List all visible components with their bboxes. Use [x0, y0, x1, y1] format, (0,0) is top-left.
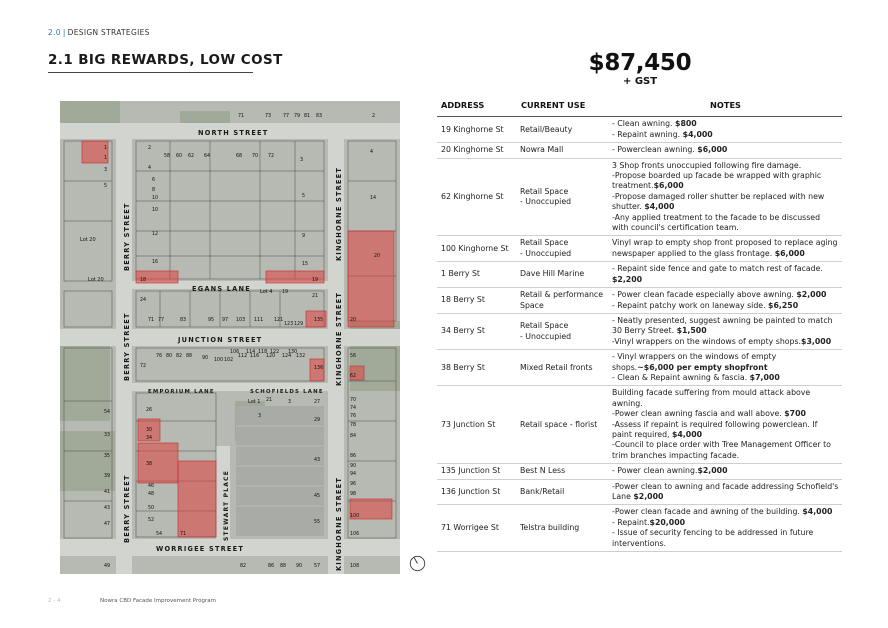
cell-address: 34 Berry St	[437, 313, 517, 349]
map-property-number: 120	[266, 354, 276, 359]
map-property-number: 77	[158, 318, 165, 323]
note-line	[612, 507, 839, 517]
map-property-number: 82	[240, 564, 247, 569]
map-property-number: 2	[372, 114, 376, 119]
map-property-number: 41	[104, 490, 111, 495]
note-text: - Repaint awning.	[612, 129, 683, 139]
map-property-number: 79	[294, 114, 301, 119]
map-property-number: 20	[350, 318, 357, 323]
note-text: 3 Shop fronts unoccupied following fire damage.	[612, 160, 802, 170]
note-line	[612, 388, 839, 409]
note-text: -Power clean facade and awning of the building.	[612, 507, 803, 517]
note-cost: $2,000	[697, 466, 728, 476]
note-cost: $6,000	[697, 145, 728, 155]
cell-current-use	[517, 464, 609, 479]
cell-address: 62 Kinghorne St	[437, 158, 517, 236]
note-cost: $20,000	[649, 517, 686, 527]
note-text: -Propose damaged roller shutter be replaced with new shutter.	[612, 191, 825, 212]
cell-current-use	[517, 479, 609, 505]
note-text: - Repaint side fence and gate to match rest of facade.	[612, 264, 823, 274]
note-line	[612, 171, 839, 192]
note-line	[612, 528, 839, 549]
map-property-number: 21	[312, 294, 319, 299]
map-property-number: 118	[258, 350, 268, 355]
highlight-20-kinghorne-st	[348, 231, 394, 327]
map-property-number: 39	[104, 474, 111, 479]
current-use-line: Retail Space	[520, 238, 569, 248]
map-property-number: 19	[312, 278, 319, 283]
table-header-row	[437, 97, 842, 117]
current-use-line: Retail Space	[520, 186, 569, 196]
street-kinghorne-mid: KINGHORNE STREET	[335, 291, 343, 386]
map-property-number: 34	[146, 436, 153, 441]
map-property-number: 71	[148, 318, 155, 323]
note-text: Vinyl wrap to empty shop front proposed to replace aging newspaper applied to the glass frontage.	[612, 238, 838, 258]
note-text: - Clean & Repaint awning & fascia.	[612, 372, 750, 382]
map-property-number: 72	[268, 154, 275, 159]
map-property-number: 57	[314, 564, 321, 569]
street-worrigee: WORRIGEE STREET	[156, 545, 245, 553]
map-property-number: 54	[156, 532, 163, 537]
cell-current-use	[517, 288, 609, 314]
current-use-line: - Unoccupied	[520, 248, 572, 258]
map-property-number: 100	[214, 358, 224, 363]
map-property-number: 112	[238, 354, 248, 359]
total-cost: $87,450	[588, 50, 692, 76]
note-line	[612, 409, 839, 419]
street-egans: EGANS LANE	[192, 285, 251, 293]
note-cost: $4,000	[802, 507, 833, 517]
map-property-number: 88	[186, 354, 193, 359]
breadcrumb	[48, 28, 150, 37]
cell-address: 73 Junction St	[437, 386, 517, 464]
map-property-number: 81	[304, 114, 311, 119]
cell-address: 38 Berry St	[437, 350, 517, 386]
map-property-number: 76	[350, 414, 357, 419]
highlight-38-berry-st	[138, 443, 178, 483]
cell-address: 100 Kinghorne St	[437, 236, 517, 262]
table-row	[437, 479, 842, 505]
cell-current-use	[517, 262, 609, 288]
note-cost: $2,200	[612, 274, 643, 284]
street-stewart: STEWART PLACE	[223, 469, 230, 541]
works-table	[437, 97, 842, 552]
map-property-number: 55	[314, 520, 321, 525]
note-cost: $4,000	[682, 129, 713, 139]
document-title: Nowra CBD Facade Improvement Program	[100, 598, 216, 604]
map-property-number: 97	[222, 318, 229, 323]
note-line	[612, 420, 839, 441]
note-text: - Power clean facade especially above awning.	[612, 290, 797, 300]
map-property-number: 60	[176, 154, 183, 159]
map-property-number: 74	[350, 406, 357, 411]
note-line	[612, 482, 839, 503]
note-cost: $1,500	[676, 326, 707, 336]
note-text: -Any applied treatment to the facade to be discussed with council's certification team.	[612, 212, 821, 233]
map-carpark	[236, 406, 324, 536]
map-property-number: 73	[265, 114, 272, 119]
works-schedule	[437, 97, 842, 552]
map-property-number: 108	[350, 564, 360, 569]
cell-notes	[609, 143, 842, 158]
map-property-number: 5	[302, 194, 306, 199]
cell-current-use	[517, 236, 609, 262]
map-property-number: 62	[188, 154, 195, 159]
aerial-site-map	[60, 101, 400, 574]
cell-address: 71 Worrigee St	[437, 505, 517, 552]
street-schofields: SCHOFIELDS LANE	[250, 389, 324, 395]
map-property-number: 30	[146, 428, 153, 433]
note-line	[612, 440, 839, 461]
map-property-number: 70	[350, 398, 357, 403]
cell-notes	[609, 505, 842, 552]
map-property-number: 50	[148, 506, 155, 511]
map-property-number: 14	[370, 196, 377, 201]
current-use-line: Dave Hill Marine	[520, 269, 585, 279]
map-property-number: 124	[282, 354, 292, 359]
note-line	[612, 119, 839, 129]
table-row	[437, 288, 842, 314]
note-line	[612, 161, 839, 171]
cell-current-use	[517, 350, 609, 386]
map-property-number: 102	[224, 358, 234, 363]
cell-current-use	[517, 143, 609, 158]
map-property-number: 76	[156, 354, 163, 359]
page-number: 2 - 4	[48, 598, 61, 604]
map-property-number: 88	[280, 564, 287, 569]
map-property-number: 12	[152, 232, 159, 237]
map-property-number: 86	[268, 564, 275, 569]
map-property-number: 68	[236, 154, 243, 159]
north-arrow-icon	[409, 555, 426, 572]
map-property-number: 56	[350, 354, 357, 359]
current-use-line: Best N Less	[520, 466, 566, 476]
table-row	[437, 158, 842, 236]
map-property-number: 90	[350, 464, 357, 469]
street-emporium: EMPORIUM LANE	[148, 389, 215, 395]
note-cost: $700	[784, 409, 806, 419]
cell-notes	[609, 288, 842, 314]
note-cost: $6,000	[774, 248, 805, 258]
map-lot-label: Lot 1	[248, 399, 261, 405]
current-use-line: Mixed Retail fronts	[520, 362, 593, 372]
map-property-number: 52	[148, 518, 155, 523]
map-property-number: 46	[148, 484, 155, 489]
note-text: -Propose boarded up facade be wrapped with graphic treatment.	[612, 171, 822, 191]
map-property-number: 9	[302, 234, 306, 239]
cell-current-use	[517, 386, 609, 464]
map-property-number: 80	[166, 354, 173, 359]
map-property-number: 21	[266, 398, 273, 403]
map-property-number: 122	[270, 350, 280, 355]
current-use-line: Retail/Beauty	[520, 124, 573, 134]
map-property-number: 64	[204, 154, 211, 159]
note-text: - Clean awning.	[612, 119, 676, 129]
street-kinghorne-upper: KINGHORNE STREET	[335, 166, 343, 261]
note-line	[612, 145, 839, 155]
cell-notes	[609, 158, 842, 236]
section-title: 2.1 BIG REWARDS, LOW COST	[48, 52, 283, 68]
map-property-number: 129	[294, 322, 304, 327]
map-drawing	[60, 101, 400, 574]
cell-address: 136 Junction St	[437, 479, 517, 505]
map-property-number: 100	[350, 514, 360, 519]
note-cost: $6,000	[653, 181, 684, 191]
map-property-number: 43	[104, 506, 111, 511]
note-text: -Council to place order with Tree Management Officer to trim branches impacting facade.	[612, 440, 831, 460]
map-lot-label: Lot 20	[80, 237, 96, 243]
note-text: -Power clean awning fascia and wall above.	[612, 409, 785, 419]
current-use-line: - Unoccupied	[520, 331, 572, 341]
map-property-number: 82	[176, 354, 183, 359]
cell-address: 18 Berry St	[437, 288, 517, 314]
note-text: - Neatly presented, suggest awning be painted to match 30 Berry Street.	[612, 315, 833, 336]
cell-notes	[609, 236, 842, 262]
note-cost: $2,000	[796, 290, 827, 300]
map-property-number: 4	[370, 150, 374, 155]
note-line	[612, 518, 839, 528]
note-text: Building facade suffering from mould attack above awning.	[612, 388, 811, 408]
table-body	[437, 117, 842, 552]
current-use-line: Space	[520, 300, 544, 310]
title-underline	[48, 72, 253, 73]
note-text: - Repaint.	[612, 517, 650, 527]
street-berry-lower: BERRY STREET	[123, 474, 131, 543]
street-junction: JUNCTION STREET	[178, 336, 263, 344]
map-property-number: 121	[274, 318, 284, 323]
note-cost: $4,000	[644, 202, 675, 212]
table-row	[437, 350, 842, 386]
note-line	[612, 130, 839, 140]
map-property-number: 83	[180, 318, 187, 323]
note-text: -Power clean to awning and facade addressing Schofield's Lane	[612, 481, 839, 501]
table-row	[437, 313, 842, 349]
current-use-line: Retail & performance	[520, 290, 604, 300]
map-property-number: 90	[202, 356, 209, 361]
header-current-use: CURRENT USE	[517, 97, 609, 117]
map-property-number: 38	[146, 462, 153, 467]
current-use-line: Telstra building	[520, 523, 580, 533]
map-property-number: 98	[350, 492, 357, 497]
map-property-number: 106	[350, 532, 360, 537]
cell-address: 19 Kinghorne St	[437, 117, 517, 143]
map-property-number: 130	[288, 350, 298, 355]
note-line	[612, 466, 839, 476]
map-property-number: 114	[246, 350, 256, 355]
cell-notes	[609, 479, 842, 505]
map-property-number: 106	[230, 350, 240, 355]
note-cost: $7,000	[749, 372, 780, 382]
cell-current-use	[517, 505, 609, 552]
current-use-line: Retail Space	[520, 321, 569, 331]
cell-address: 1 Berry St	[437, 262, 517, 288]
highlight-71-worrigee-st	[178, 461, 216, 537]
map-property-number: 10	[152, 196, 159, 201]
note-line	[612, 238, 839, 259]
map-property-number: 71	[180, 532, 187, 537]
note-cost: $800	[675, 119, 697, 129]
table-row	[437, 117, 842, 143]
map-property-number: 1	[104, 146, 108, 151]
note-cost: $3,000	[801, 336, 832, 346]
map-property-number: 86	[350, 454, 357, 459]
map-property-number: 43	[314, 458, 321, 463]
map-property-number: 20	[374, 254, 381, 259]
cell-current-use	[517, 117, 609, 143]
total-cost-suffix: + GST	[622, 76, 658, 87]
cell-notes	[609, 464, 842, 479]
map-property-number: 135	[314, 318, 324, 323]
note-line	[612, 352, 839, 373]
street-berry-mid: BERRY STREET	[123, 312, 131, 381]
breadcrumb-separator: |	[62, 28, 66, 37]
map-property-number: 72	[140, 364, 147, 369]
map-property-number: 3	[258, 414, 262, 419]
map-property-number: 54	[104, 410, 111, 415]
note-text: -Assess if repaint is required following powerclean. If paint required,	[612, 419, 818, 439]
map-property-number: 136	[314, 366, 324, 371]
map-property-number: 4	[148, 166, 152, 171]
map-property-number: 6	[152, 178, 156, 183]
note-line	[612, 316, 839, 337]
note-text: -Vinyl wrappers on the windows of empty shops.	[612, 336, 802, 346]
note-text: - Repaint patchy work on laneway side.	[612, 300, 769, 310]
map-property-number: 70	[252, 154, 259, 159]
cell-notes	[609, 262, 842, 288]
map-property-number: 3	[300, 158, 304, 163]
map-property-number: 123	[284, 322, 294, 327]
map-property-number: 62	[350, 374, 357, 379]
cell-current-use	[517, 158, 609, 236]
note-line	[612, 337, 839, 347]
map-property-number: 10	[152, 208, 159, 213]
map-property-number: 5	[104, 184, 108, 189]
map-property-number: 1	[104, 156, 108, 161]
map-property-number: 45	[314, 494, 321, 499]
map-property-number: 90	[296, 564, 303, 569]
cell-address: 20 Kinghorne St	[437, 143, 517, 158]
map-property-number: 83	[316, 114, 323, 119]
note-cost: $6,250	[768, 300, 799, 310]
map-property-number: 58	[164, 154, 171, 159]
cell-address: 135 Junction St	[437, 464, 517, 479]
cell-notes	[609, 117, 842, 143]
street-north: NORTH STREET	[198, 129, 269, 137]
map-property-number: 35	[104, 454, 111, 459]
breadcrumb-label: DESIGN STRATEGIES	[67, 28, 150, 37]
note-text: - Vinyl wrappers on the windows of empty shops.	[612, 352, 777, 372]
note-cost: $2,000	[633, 492, 664, 501]
map-property-number: 26	[146, 408, 153, 413]
cell-notes	[609, 313, 842, 349]
map-property-number: 33	[104, 433, 111, 438]
map-lot-label: Lot 4	[260, 289, 273, 295]
note-line	[612, 373, 839, 383]
map-property-number: 19	[282, 290, 289, 295]
map-property-number: 8	[152, 188, 156, 193]
breadcrumb-number: 2.0	[48, 28, 61, 37]
current-use-line: Nowra Mall	[520, 145, 564, 155]
table-row	[437, 236, 842, 262]
note-cost: ~$6,000 per empty shopfront	[637, 362, 768, 372]
note-cost: $4,000	[672, 429, 703, 439]
note-text: - Power clean awning.	[612, 466, 698, 476]
header-address: ADDRESS	[437, 97, 517, 117]
note-line	[612, 290, 839, 300]
map-property-number: 15	[302, 262, 309, 267]
street-kinghorne-lower: KINGHORNE STREET	[335, 476, 343, 571]
map-property-number: 47	[104, 522, 111, 527]
map-property-number: 18	[140, 278, 147, 283]
map-property-number: 29	[314, 418, 321, 423]
map-property-number: 96	[350, 482, 357, 487]
current-use-line: - Unoccupied	[520, 197, 572, 207]
street-berry-upper: BERRY STREET	[123, 202, 131, 271]
map-property-number: 116	[250, 354, 260, 359]
map-property-number: 3	[104, 168, 108, 173]
note-line	[612, 192, 839, 213]
note-text: - Issue of security fencing to be addressed in future interventions.	[612, 528, 814, 548]
map-property-number: 16	[152, 260, 159, 265]
map-property-number: 84	[350, 434, 357, 439]
map-property-number: 48	[148, 492, 155, 497]
map-property-number: 77	[283, 114, 290, 119]
map-property-number: 111	[254, 318, 264, 323]
map-property-number: 24	[140, 298, 147, 303]
table-row	[437, 386, 842, 464]
table-row	[437, 505, 842, 552]
map-property-number: 94	[350, 472, 357, 477]
map-property-number: 132	[296, 354, 306, 359]
map-property-number: 95	[208, 318, 215, 323]
note-line	[612, 301, 839, 311]
note-line	[612, 264, 839, 285]
map-property-number: 78	[350, 423, 357, 428]
table-row	[437, 143, 842, 158]
cell-notes	[609, 386, 842, 464]
cell-current-use	[517, 313, 609, 349]
note-line	[612, 213, 839, 234]
map-property-number: 49	[104, 564, 111, 569]
current-use-line: Bank/Retail	[520, 486, 565, 496]
cell-notes	[609, 350, 842, 386]
table-row	[437, 464, 842, 479]
header-notes: NOTES	[609, 97, 842, 117]
map-property-number: 27	[314, 400, 321, 405]
current-use-line: Retail space - florist	[520, 419, 598, 429]
map-property-number: 103	[236, 318, 246, 323]
note-text: - Powerclean awning.	[612, 145, 698, 155]
map-lot-label: Lot 20	[88, 277, 104, 283]
map-property-number: 71	[238, 114, 245, 119]
map-property-number: 2	[148, 146, 152, 151]
map-property-number: 3	[288, 400, 292, 405]
table-row	[437, 262, 842, 288]
